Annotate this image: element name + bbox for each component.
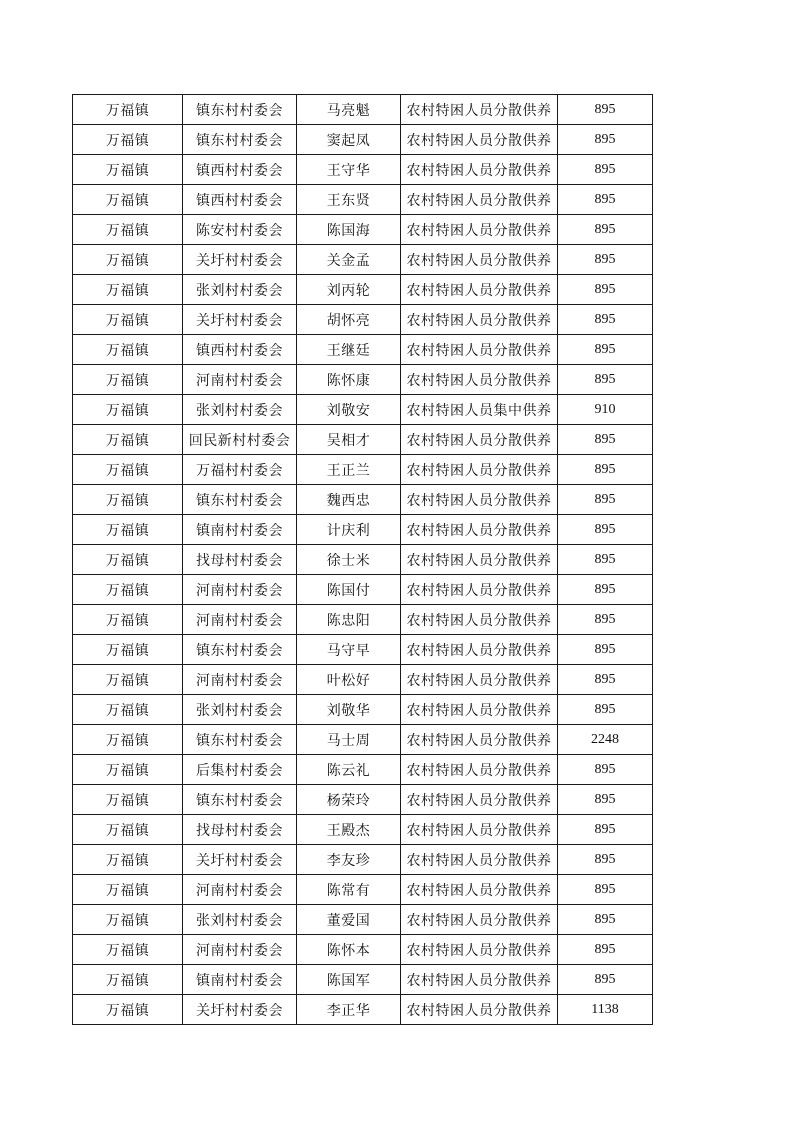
person-name-cell: 刘敬安 <box>297 395 401 425</box>
town-cell: 万福镇 <box>73 485 183 515</box>
town-cell: 万福镇 <box>73 155 183 185</box>
table-row <box>73 335 653 365</box>
village-committee-cell: 河南村村委会 <box>183 665 297 695</box>
village-committee-cell: 镇东村村委会 <box>183 95 297 125</box>
support-type-cell: 农村特困人员分散供养 <box>401 695 558 725</box>
village-committee-cell: 河南村村委会 <box>183 575 297 605</box>
amount-cell: 895 <box>558 185 653 215</box>
village-committee-cell: 镇西村村委会 <box>183 185 297 215</box>
person-name-cell: 计庆利 <box>297 515 401 545</box>
support-type-cell: 农村特困人员分散供养 <box>401 725 558 755</box>
town-cell: 万福镇 <box>73 875 183 905</box>
table-row <box>73 245 653 275</box>
village-committee-cell: 镇南村村委会 <box>183 515 297 545</box>
person-name-cell: 刘丙轮 <box>297 275 401 305</box>
support-type-cell: 农村特困人员分散供养 <box>401 245 558 275</box>
amount-cell: 895 <box>558 365 653 395</box>
amount-cell: 895 <box>558 545 653 575</box>
support-type-cell: 农村特困人员分散供养 <box>401 95 558 125</box>
town-cell: 万福镇 <box>73 125 183 155</box>
table-row <box>73 755 653 785</box>
town-cell: 万福镇 <box>73 965 183 995</box>
village-committee-cell: 找母村村委会 <box>183 815 297 845</box>
amount-cell: 2248 <box>558 725 653 755</box>
town-cell: 万福镇 <box>73 605 183 635</box>
table-row <box>73 455 653 485</box>
town-cell: 万福镇 <box>73 635 183 665</box>
person-name-cell: 陈怀本 <box>297 935 401 965</box>
village-committee-cell: 关圩村村委会 <box>183 995 297 1025</box>
table-row <box>73 515 653 545</box>
town-cell: 万福镇 <box>73 935 183 965</box>
town-cell: 万福镇 <box>73 815 183 845</box>
support-type-cell: 农村特困人员分散供养 <box>401 545 558 575</box>
amount-cell: 895 <box>558 575 653 605</box>
person-name-cell: 魏西忠 <box>297 485 401 515</box>
relief-roster-table <box>72 94 653 1025</box>
town-cell: 万福镇 <box>73 95 183 125</box>
table-row <box>73 845 653 875</box>
amount-cell: 1138 <box>558 995 653 1025</box>
support-type-cell: 农村特困人员分散供养 <box>401 185 558 215</box>
village-committee-cell: 镇东村村委会 <box>183 725 297 755</box>
town-cell: 万福镇 <box>73 845 183 875</box>
amount-cell: 895 <box>558 665 653 695</box>
person-name-cell: 李正华 <box>297 995 401 1025</box>
person-name-cell: 陈常有 <box>297 875 401 905</box>
support-type-cell: 农村特困人员分散供养 <box>401 785 558 815</box>
village-committee-cell: 张刘村村委会 <box>183 275 297 305</box>
person-name-cell: 陈怀康 <box>297 365 401 395</box>
person-name-cell: 陈国海 <box>297 215 401 245</box>
table-row <box>73 635 653 665</box>
village-committee-cell: 河南村村委会 <box>183 365 297 395</box>
support-type-cell: 农村特困人员分散供养 <box>401 365 558 395</box>
support-type-cell: 农村特困人员分散供养 <box>401 275 558 305</box>
amount-cell: 895 <box>558 215 653 245</box>
person-name-cell: 王守华 <box>297 155 401 185</box>
person-name-cell: 王东贤 <box>297 185 401 215</box>
support-type-cell: 农村特困人员分散供养 <box>401 935 558 965</box>
village-committee-cell: 关圩村村委会 <box>183 245 297 275</box>
amount-cell: 895 <box>558 635 653 665</box>
person-name-cell: 马亮魁 <box>297 95 401 125</box>
amount-cell: 895 <box>558 695 653 725</box>
person-name-cell: 董爱国 <box>297 905 401 935</box>
table-row <box>73 155 653 185</box>
village-committee-cell: 镇西村村委会 <box>183 155 297 185</box>
support-type-cell: 农村特困人员分散供养 <box>401 635 558 665</box>
town-cell: 万福镇 <box>73 905 183 935</box>
person-name-cell: 关金孟 <box>297 245 401 275</box>
table-row <box>73 905 653 935</box>
village-committee-cell: 河南村村委会 <box>183 935 297 965</box>
person-name-cell: 马守早 <box>297 635 401 665</box>
amount-cell: 895 <box>558 875 653 905</box>
amount-cell: 895 <box>558 245 653 275</box>
support-type-cell: 农村特困人员集中供养 <box>401 395 558 425</box>
support-type-cell: 农村特困人员分散供养 <box>401 155 558 185</box>
table-row <box>73 575 653 605</box>
village-committee-cell: 张刘村村委会 <box>183 695 297 725</box>
village-committee-cell: 万福村村委会 <box>183 455 297 485</box>
town-cell: 万福镇 <box>73 515 183 545</box>
village-committee-cell: 镇东村村委会 <box>183 785 297 815</box>
village-committee-cell: 镇东村村委会 <box>183 635 297 665</box>
table-row <box>73 305 653 335</box>
amount-cell: 895 <box>558 515 653 545</box>
town-cell: 万福镇 <box>73 395 183 425</box>
village-committee-cell: 镇东村村委会 <box>183 125 297 155</box>
support-type-cell: 农村特困人员分散供养 <box>401 665 558 695</box>
table-row <box>73 425 653 455</box>
town-cell: 万福镇 <box>73 665 183 695</box>
table-row <box>73 725 653 755</box>
town-cell: 万福镇 <box>73 695 183 725</box>
table-row <box>73 215 653 245</box>
table-row <box>73 485 653 515</box>
support-type-cell: 农村特困人员分散供养 <box>401 215 558 245</box>
amount-cell: 895 <box>558 815 653 845</box>
village-committee-cell: 陈安村村委会 <box>183 215 297 245</box>
village-committee-cell: 镇南村村委会 <box>183 965 297 995</box>
support-type-cell: 农村特困人员分散供养 <box>401 515 558 545</box>
village-committee-cell: 河南村村委会 <box>183 875 297 905</box>
amount-cell: 910 <box>558 395 653 425</box>
town-cell: 万福镇 <box>73 425 183 455</box>
table-row <box>73 815 653 845</box>
table-row <box>73 785 653 815</box>
person-name-cell: 叶松好 <box>297 665 401 695</box>
support-type-cell: 农村特困人员分散供养 <box>401 755 558 785</box>
town-cell: 万福镇 <box>73 995 183 1025</box>
table-row <box>73 995 653 1025</box>
amount-cell: 895 <box>558 125 653 155</box>
table-row <box>73 965 653 995</box>
support-type-cell: 农村特困人员分散供养 <box>401 965 558 995</box>
amount-cell: 895 <box>558 425 653 455</box>
town-cell: 万福镇 <box>73 305 183 335</box>
person-name-cell: 李友珍 <box>297 845 401 875</box>
person-name-cell: 王正兰 <box>297 455 401 485</box>
person-name-cell: 杨荣玲 <box>297 785 401 815</box>
support-type-cell: 农村特困人员分散供养 <box>401 605 558 635</box>
support-type-cell: 农村特困人员分散供养 <box>401 305 558 335</box>
table-row <box>73 935 653 965</box>
support-type-cell: 农村特困人员分散供养 <box>401 485 558 515</box>
table-row <box>73 605 653 635</box>
person-name-cell: 徐士米 <box>297 545 401 575</box>
village-committee-cell: 关圩村村委会 <box>183 305 297 335</box>
amount-cell: 895 <box>558 485 653 515</box>
village-committee-cell: 张刘村村委会 <box>183 395 297 425</box>
person-name-cell: 王殿杰 <box>297 815 401 845</box>
table-row <box>73 395 653 425</box>
village-committee-cell: 关圩村村委会 <box>183 845 297 875</box>
village-committee-cell: 后集村村委会 <box>183 755 297 785</box>
amount-cell: 895 <box>558 455 653 485</box>
support-type-cell: 农村特困人员分散供养 <box>401 845 558 875</box>
person-name-cell: 陈国付 <box>297 575 401 605</box>
village-committee-cell: 回民新村村委会 <box>183 425 297 455</box>
table-row <box>73 275 653 305</box>
town-cell: 万福镇 <box>73 335 183 365</box>
amount-cell: 895 <box>558 605 653 635</box>
person-name-cell: 陈忠阳 <box>297 605 401 635</box>
amount-cell: 895 <box>558 335 653 365</box>
support-type-cell: 农村特困人员分散供养 <box>401 425 558 455</box>
amount-cell: 895 <box>558 275 653 305</box>
town-cell: 万福镇 <box>73 455 183 485</box>
support-type-cell: 农村特困人员分散供养 <box>401 815 558 845</box>
person-name-cell: 陈云礼 <box>297 755 401 785</box>
village-committee-cell: 镇西村村委会 <box>183 335 297 365</box>
person-name-cell: 窦起凤 <box>297 125 401 155</box>
person-name-cell: 吴相才 <box>297 425 401 455</box>
town-cell: 万福镇 <box>73 725 183 755</box>
support-type-cell: 农村特困人员分散供养 <box>401 125 558 155</box>
amount-cell: 895 <box>558 785 653 815</box>
person-name-cell: 刘敬华 <box>297 695 401 725</box>
amount-cell: 895 <box>558 755 653 785</box>
table-row <box>73 875 653 905</box>
amount-cell: 895 <box>558 965 653 995</box>
table-row <box>73 665 653 695</box>
town-cell: 万福镇 <box>73 545 183 575</box>
amount-cell: 895 <box>558 905 653 935</box>
village-committee-cell: 张刘村村委会 <box>183 905 297 935</box>
amount-cell: 895 <box>558 305 653 335</box>
amount-cell: 895 <box>558 95 653 125</box>
town-cell: 万福镇 <box>73 215 183 245</box>
town-cell: 万福镇 <box>73 365 183 395</box>
table-row <box>73 125 653 155</box>
table-row <box>73 695 653 725</box>
village-committee-cell: 找母村村委会 <box>183 545 297 575</box>
support-type-cell: 农村特困人员分散供养 <box>401 995 558 1025</box>
table-row <box>73 365 653 395</box>
village-committee-cell: 镇东村村委会 <box>183 485 297 515</box>
amount-cell: 895 <box>558 935 653 965</box>
roster-table-body <box>73 95 653 1025</box>
town-cell: 万福镇 <box>73 185 183 215</box>
person-name-cell: 王继廷 <box>297 335 401 365</box>
support-type-cell: 农村特困人员分散供养 <box>401 905 558 935</box>
town-cell: 万福镇 <box>73 785 183 815</box>
town-cell: 万福镇 <box>73 245 183 275</box>
town-cell: 万福镇 <box>73 275 183 305</box>
support-type-cell: 农村特困人员分散供养 <box>401 455 558 485</box>
village-committee-cell: 河南村村委会 <box>183 605 297 635</box>
person-name-cell: 陈国军 <box>297 965 401 995</box>
amount-cell: 895 <box>558 155 653 185</box>
support-type-cell: 农村特困人员分散供养 <box>401 575 558 605</box>
town-cell: 万福镇 <box>73 755 183 785</box>
amount-cell: 895 <box>558 845 653 875</box>
person-name-cell: 马士周 <box>297 725 401 755</box>
support-type-cell: 农村特困人员分散供养 <box>401 335 558 365</box>
table-row <box>73 95 653 125</box>
table-row <box>73 545 653 575</box>
person-name-cell: 胡怀亮 <box>297 305 401 335</box>
support-type-cell: 农村特困人员分散供养 <box>401 875 558 905</box>
table-row <box>73 185 653 215</box>
town-cell: 万福镇 <box>73 575 183 605</box>
